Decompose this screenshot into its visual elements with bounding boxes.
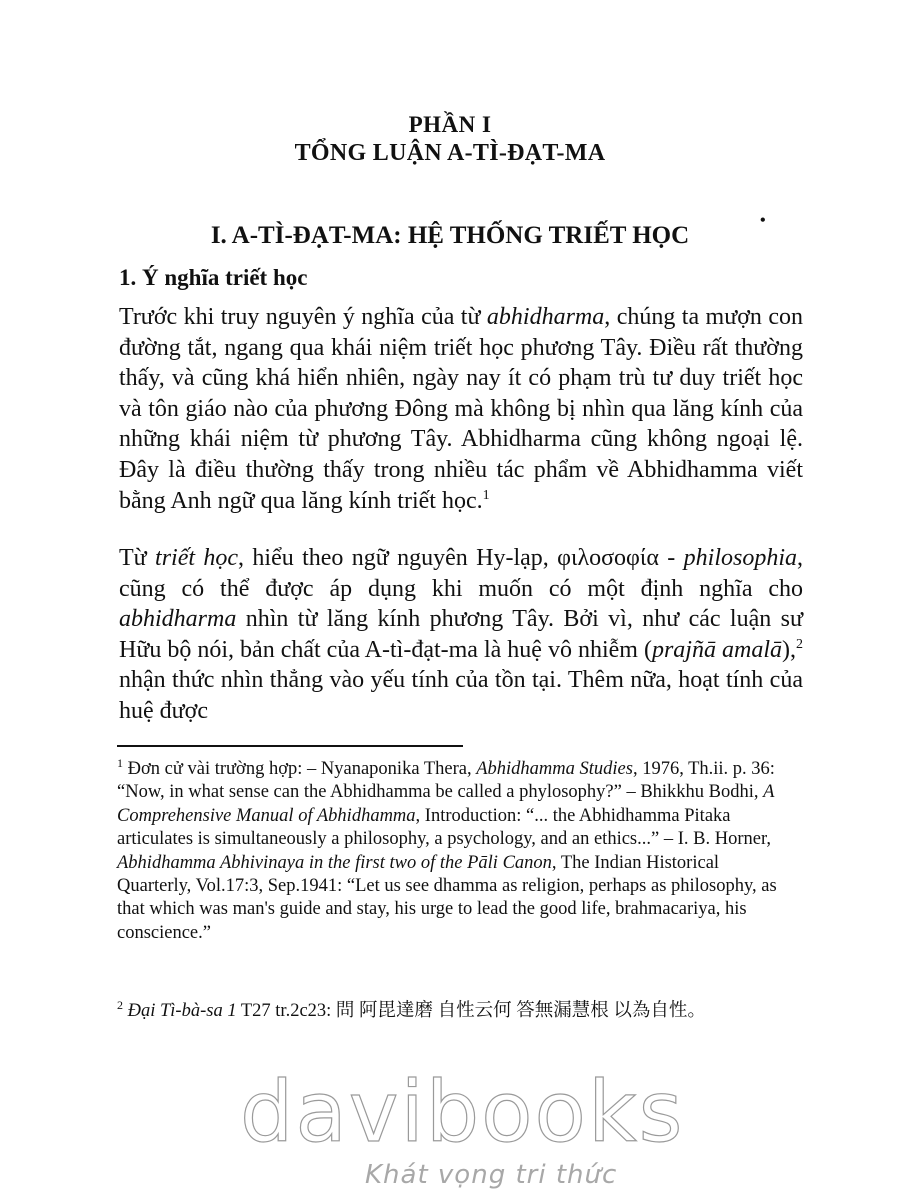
- footnote-ref-2[interactable]: 2: [796, 636, 803, 652]
- paragraph-1: [119, 302, 803, 516]
- paragraph-2-term: philosophia: [683, 545, 797, 571]
- paragraph-2-text: nhận thức nhìn thẳng vào yếu tính của tồn tại. Thêm nữa, hoạt tính của huệ được: [119, 667, 803, 724]
- section-heading: I. A-TÌ-ĐẠT-MA: HỆ THỐNG TRIẾT HỌC: [210, 222, 690, 249]
- paragraph-2-text: , hiểu theo ngữ nguyên Hy-lạp, φιλοσοφία -: [238, 545, 684, 571]
- footnote-1-title: Abhidhamma Abhivinaya in the first two of the Pāli Canon: [117, 852, 552, 873]
- footnote-2: [117, 1000, 797, 1023]
- paragraph-1-text: , chúng ta mượn con đường tắt, ngang qua khái niệm triết học phương Tây. Điều rất thường thấy, và cũng khá hiển nhiên, ngày nay ít có phạm trù tư duy triết học và tôn giáo nào của phương Đông mà không bị nhìn qua lăng kính của những khái niệm từ phương Tây. Abhidharma cũng không ngoại lệ. Đây là điều thường thấy trong nhiều tác phẩm về Abhidhamma viết bằng Anh ngữ qua lăng kính triết học.: [119, 304, 803, 514]
- part-label: PHẦN I: [408, 112, 492, 137]
- paragraph-1-term-abhidharma: abhidharma: [486, 304, 605, 330]
- paragraph-2-term: prajñā amalā: [651, 636, 782, 663]
- footnote-2-number: 2: [117, 998, 123, 1012]
- footnote-1-text: , The Indian Historical Quarterly, Vol.17:3, Sep.1941: “Let us see dhamma as religion, perhaps as philosophy, as that which was man's guide and stay, his urge to lead the good life, brahmacariya, his conscience.”: [117, 852, 777, 943]
- footnote-1-text: , 1976, Th.ii. p. 36: “Now, in what sense can the Abhidhamma be called a phylosophy?” – Bhikkhu Bodhi,: [117, 759, 775, 803]
- section-dot: •: [760, 212, 766, 229]
- footnote-ref-1[interactable]: 1: [482, 487, 490, 503]
- paragraph-2-text: , cũng có thể được áp dụng khi muốn có một định nghĩa cho: [119, 545, 803, 602]
- paragraph-2-text: Từ: [119, 545, 156, 571]
- subsection-heading: 1. Ý nghĩa triết học: [119, 265, 308, 290]
- paragraph-2-text: ),: [782, 636, 796, 663]
- paragraph-2: [119, 543, 803, 727]
- footnote-1-number: 1: [117, 756, 123, 770]
- paragraph-1-text: Trước khi truy nguyên ý nghĩa của từ: [119, 304, 487, 330]
- footnote-divider: [117, 745, 463, 747]
- part-title: TỔNG LUẬN A-TÌ-ĐẠT-MA: [294, 140, 606, 166]
- footnote-1-title: Abhidhamma Studies: [476, 759, 633, 779]
- footnote-1: [117, 758, 797, 945]
- paragraph-2-text: nhìn từ lăng kính phương Tây. Bởi vì, như các luận sư Hữu bộ nói, bản chất của A-tì-đạt-ma là huệ vô nhiễm (: [119, 606, 803, 663]
- paragraph-2-term: abhidharma: [119, 606, 237, 633]
- footnote-2-title: Đại Tì-bà-sa 1: [123, 1001, 237, 1021]
- watermark-logo: davibooks: [240, 1063, 685, 1161]
- footnote-1-text: , Introduction: “... the Abhidhamma Pitaka articulates is simultaneously a philosophy, a psychology, and an ethics...” – I. B. Horner,: [117, 805, 771, 850]
- paragraph-2-term: triết học: [155, 545, 239, 571]
- footnote-1-title: A Comprehensive Manual of Abhidhamma: [117, 782, 775, 826]
- watermark-tagline: Khát vọng tri thức: [365, 1160, 618, 1190]
- footnote-2-text: T27 tr.2c23: 問 阿毘達磨 自性云何 答無漏慧根 以為自性。: [236, 1001, 706, 1021]
- footnote-1-text: Đơn cử vài trường hợp: – Nyanaponika Thera,: [123, 759, 477, 779]
